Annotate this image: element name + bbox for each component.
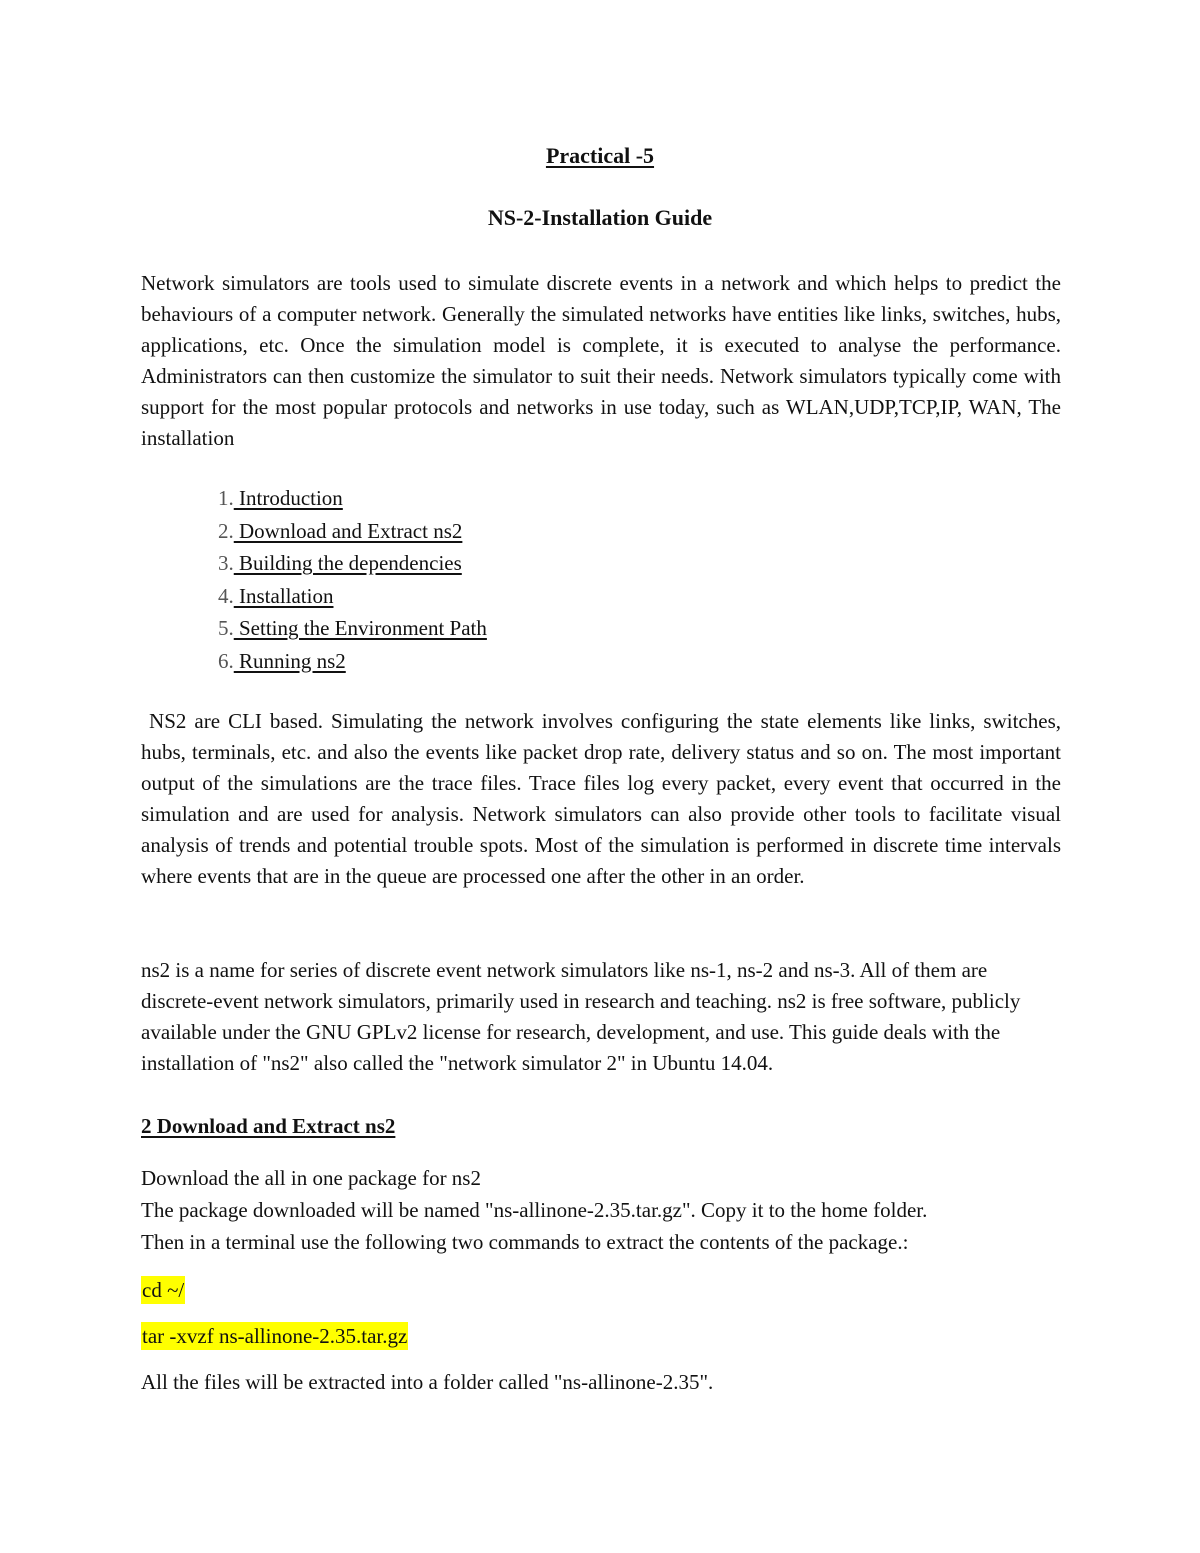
section2-line-1: Download the all in one package for ns2	[141, 1166, 481, 1190]
table-of-contents	[218, 482, 487, 677]
closing-line: All the files will be extracted into a folder called "ns-allinone-2.35".	[141, 1370, 714, 1394]
section2-line-2: The package downloaded will be named "ns-allinone-2.35.tar.gz". Copy it to the home folder.	[141, 1198, 928, 1222]
toc-item-installation[interactable]: 4. Installation	[218, 583, 334, 608]
toc-item-introduction[interactable]: 1. Introduction	[218, 486, 343, 510]
cli-paragraph: NS2 are CLI based. Simulating the network involves configuring the state elements like links, switches, hubs, terminals, etc. and also the events like packet drop rate, delivery status and so on. The most important output of the simulations are the trace files. Trace files log every packet, every event that occurred in the simulation and are used for analysis. Network simulators can also provide other tools to facilitate visual analysis of trends and potential trouble spots. Most of the simulation is performed in discrete time intervals where events that are in the queue are processed one after the other in an order.	[141, 709, 1067, 888]
toc-item-download[interactable]: 2. Download and Extract ns2	[218, 518, 463, 543]
toc-item-environment-path[interactable]: 5. Setting the Environment Path	[218, 616, 487, 640]
command-tar: tar -xvzf ns-allinone-2.35.tar.gz	[142, 1324, 408, 1348]
intro-paragraph: Network simulators are tools used to simulate discrete events in a network and which helps to predict the behaviours of a computer network. Generally the simulated networks have entities like links, switches, hubs, applications, etc. Once the simulation model is complete, it is executed to analyse the performance. Administrators can then customize the simulator to suit their needs. Network simulators typically come with support for the most popular protocols and networks in use today, such as WLAN,UDP,TCP,IP, WAN, The installation	[141, 271, 1061, 450]
section2-line-3: Then in a terminal use the following two commands to extract the contents of the package.:	[141, 1230, 909, 1254]
practical-title: Practical -5	[545, 143, 655, 168]
main-title: NS-2-Installation Guide	[487, 205, 713, 230]
ns2-paragraph: ns2 is a name for series of discrete event network simulators like ns-1, ns-2 and ns-3. All of them are discrete-event network simulators, primarily used in research and teaching. ns2 is free software, publicly available under the GNU GPLv2 license for research, development, and use. This guide deals with the installation of "ns2" also called the "network simulator 2" in Ubuntu 14.04.	[141, 958, 1021, 1075]
command-cd: cd ~/	[142, 1278, 185, 1302]
section2-heading: 2 Download and Extract ns2	[141, 1114, 396, 1138]
toc-item-running[interactable]: 6. Running ns2	[218, 648, 346, 673]
toc-item-dependencies[interactable]: 3. Building the dependencies	[218, 551, 462, 575]
